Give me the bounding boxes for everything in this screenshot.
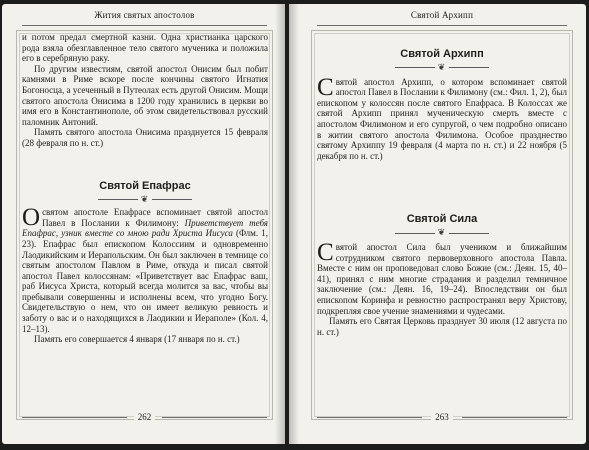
left-paragraph-2: По другим известиям, святой апостол Онисим был побит камнями в Риме вскоре после кончины святого Игнатия Богоносца, а усеченный в Путеолах есть другой Онисим. Мощи святого апостола Онисима в 1200 году хранились в церкви во имя его в Константинополе, об этом свидетельствовал русский паломник Антоний. (22, 63, 268, 127)
right-page-body (317, 34, 567, 337)
section-heading-silas: Святой Сила (406, 213, 478, 226)
left-gutter-shadow (275, 4, 285, 444)
drop-cap: О (22, 204, 41, 232)
heading-ornament: ❦ (317, 62, 567, 73)
section-heading-epafras: Святой Епафрас (99, 179, 191, 192)
section-heading-archippus: Святой Архипп (400, 48, 484, 60)
right-page (289, 4, 586, 444)
page-number: 262 (134, 412, 156, 422)
right-page-footer (317, 412, 567, 424)
left-paragraph-4: Освятом апостоле Епафрасе вспоминает святой апостол Павел в Послании к Филимону: Приветствует тебя Епафрас, узник вместе со мною ради Христа Иисуса (Флм. 1, 23). Епафрас был епископом Колоссиим и одновременно Лаодикийским и Иерапольским. Он был заключен в темнице со святым апостолом Павлом в Риме, откуда и писал святой апостол Павел колоссянам: «Приветствует вас Епафрас ваш, раб Иисуса Христа, который всегда молится за вас, чтобы вы пребывали совершенны и исполнены всем, что угодно Богу. Свидетельствую о нем, что он имеет великую ревность и заботу о вас и о находящихся в Лаодикии и Иераполе» (Кол. 4, 12–13). (22, 204, 268, 334)
right-paragraph-3: Память его Святая Церковь празднует 30 июля (12 августа по н. ст.) (317, 316, 567, 337)
page-number: 263 (431, 412, 453, 422)
drop-cap: С (317, 238, 334, 266)
left-page (2, 4, 285, 444)
left-paragraph-5: Память его совершается 4 января (17 января по н. ст.) (34, 334, 240, 345)
right-paragraph-1: Святой апостол Архипп, о котором вспоминает святой апостол Павел в Послании к Филимону (см.: Фил. 1, 2), был епископом у колоссян после святого Епафраса. В Колоссах же святой Архипп принял мученическую смерть вместе с апостолом Филимоном и его супругой, о чем подробно описано в житии святого апостола Филимона. Особое празднество святому Архиппу 19 февраля (4 марта по н. ст.) и 22 ноября (5 декабря по н. ст.) (317, 73, 567, 161)
right-running-head: Святой Архипп (410, 10, 474, 20)
scripture-quote: Приветствует тебя Епафрас, узник вместе со мною ради Христа Иисуса (22, 217, 268, 239)
left-page-footer (22, 412, 267, 424)
right-paragraph-2: Святой апостол Сила был учеником и ближайшим сотрудником святого первоверховного апостола Павла. Вместе с ним он проповедовал слово Божие (см.: Деян. 15, 40–41), принял с ним многие страдания и разделил темничное заключение (см.: Деян. 16, 19–24). Впоследствии он был епископом Коринфа и ревностно распространял веру Христову, подкрепляя свое учение знамениями и чудесами. (317, 238, 567, 316)
right-gutter-shadow (289, 4, 299, 444)
left-running-head-rule (22, 25, 267, 26)
drop-cap: С (317, 73, 334, 101)
left-page-body (22, 32, 268, 345)
left-running-head: Жития святых апостолов (94, 10, 195, 20)
right-running-head-rule (317, 25, 567, 26)
heading-ornament: ❦ (317, 227, 567, 238)
left-paragraph-1: и потом предал смертной казни. Одна христианка царского рода взяла обезглавленное тело святого мученика и положила его в серебряную раку. (22, 32, 268, 64)
heading-ornament: ❦ (22, 194, 268, 205)
left-paragraph-3: Память святого апостола Онисима празднуется 15 февраля (28 февраля по н. ст.) (22, 127, 268, 148)
